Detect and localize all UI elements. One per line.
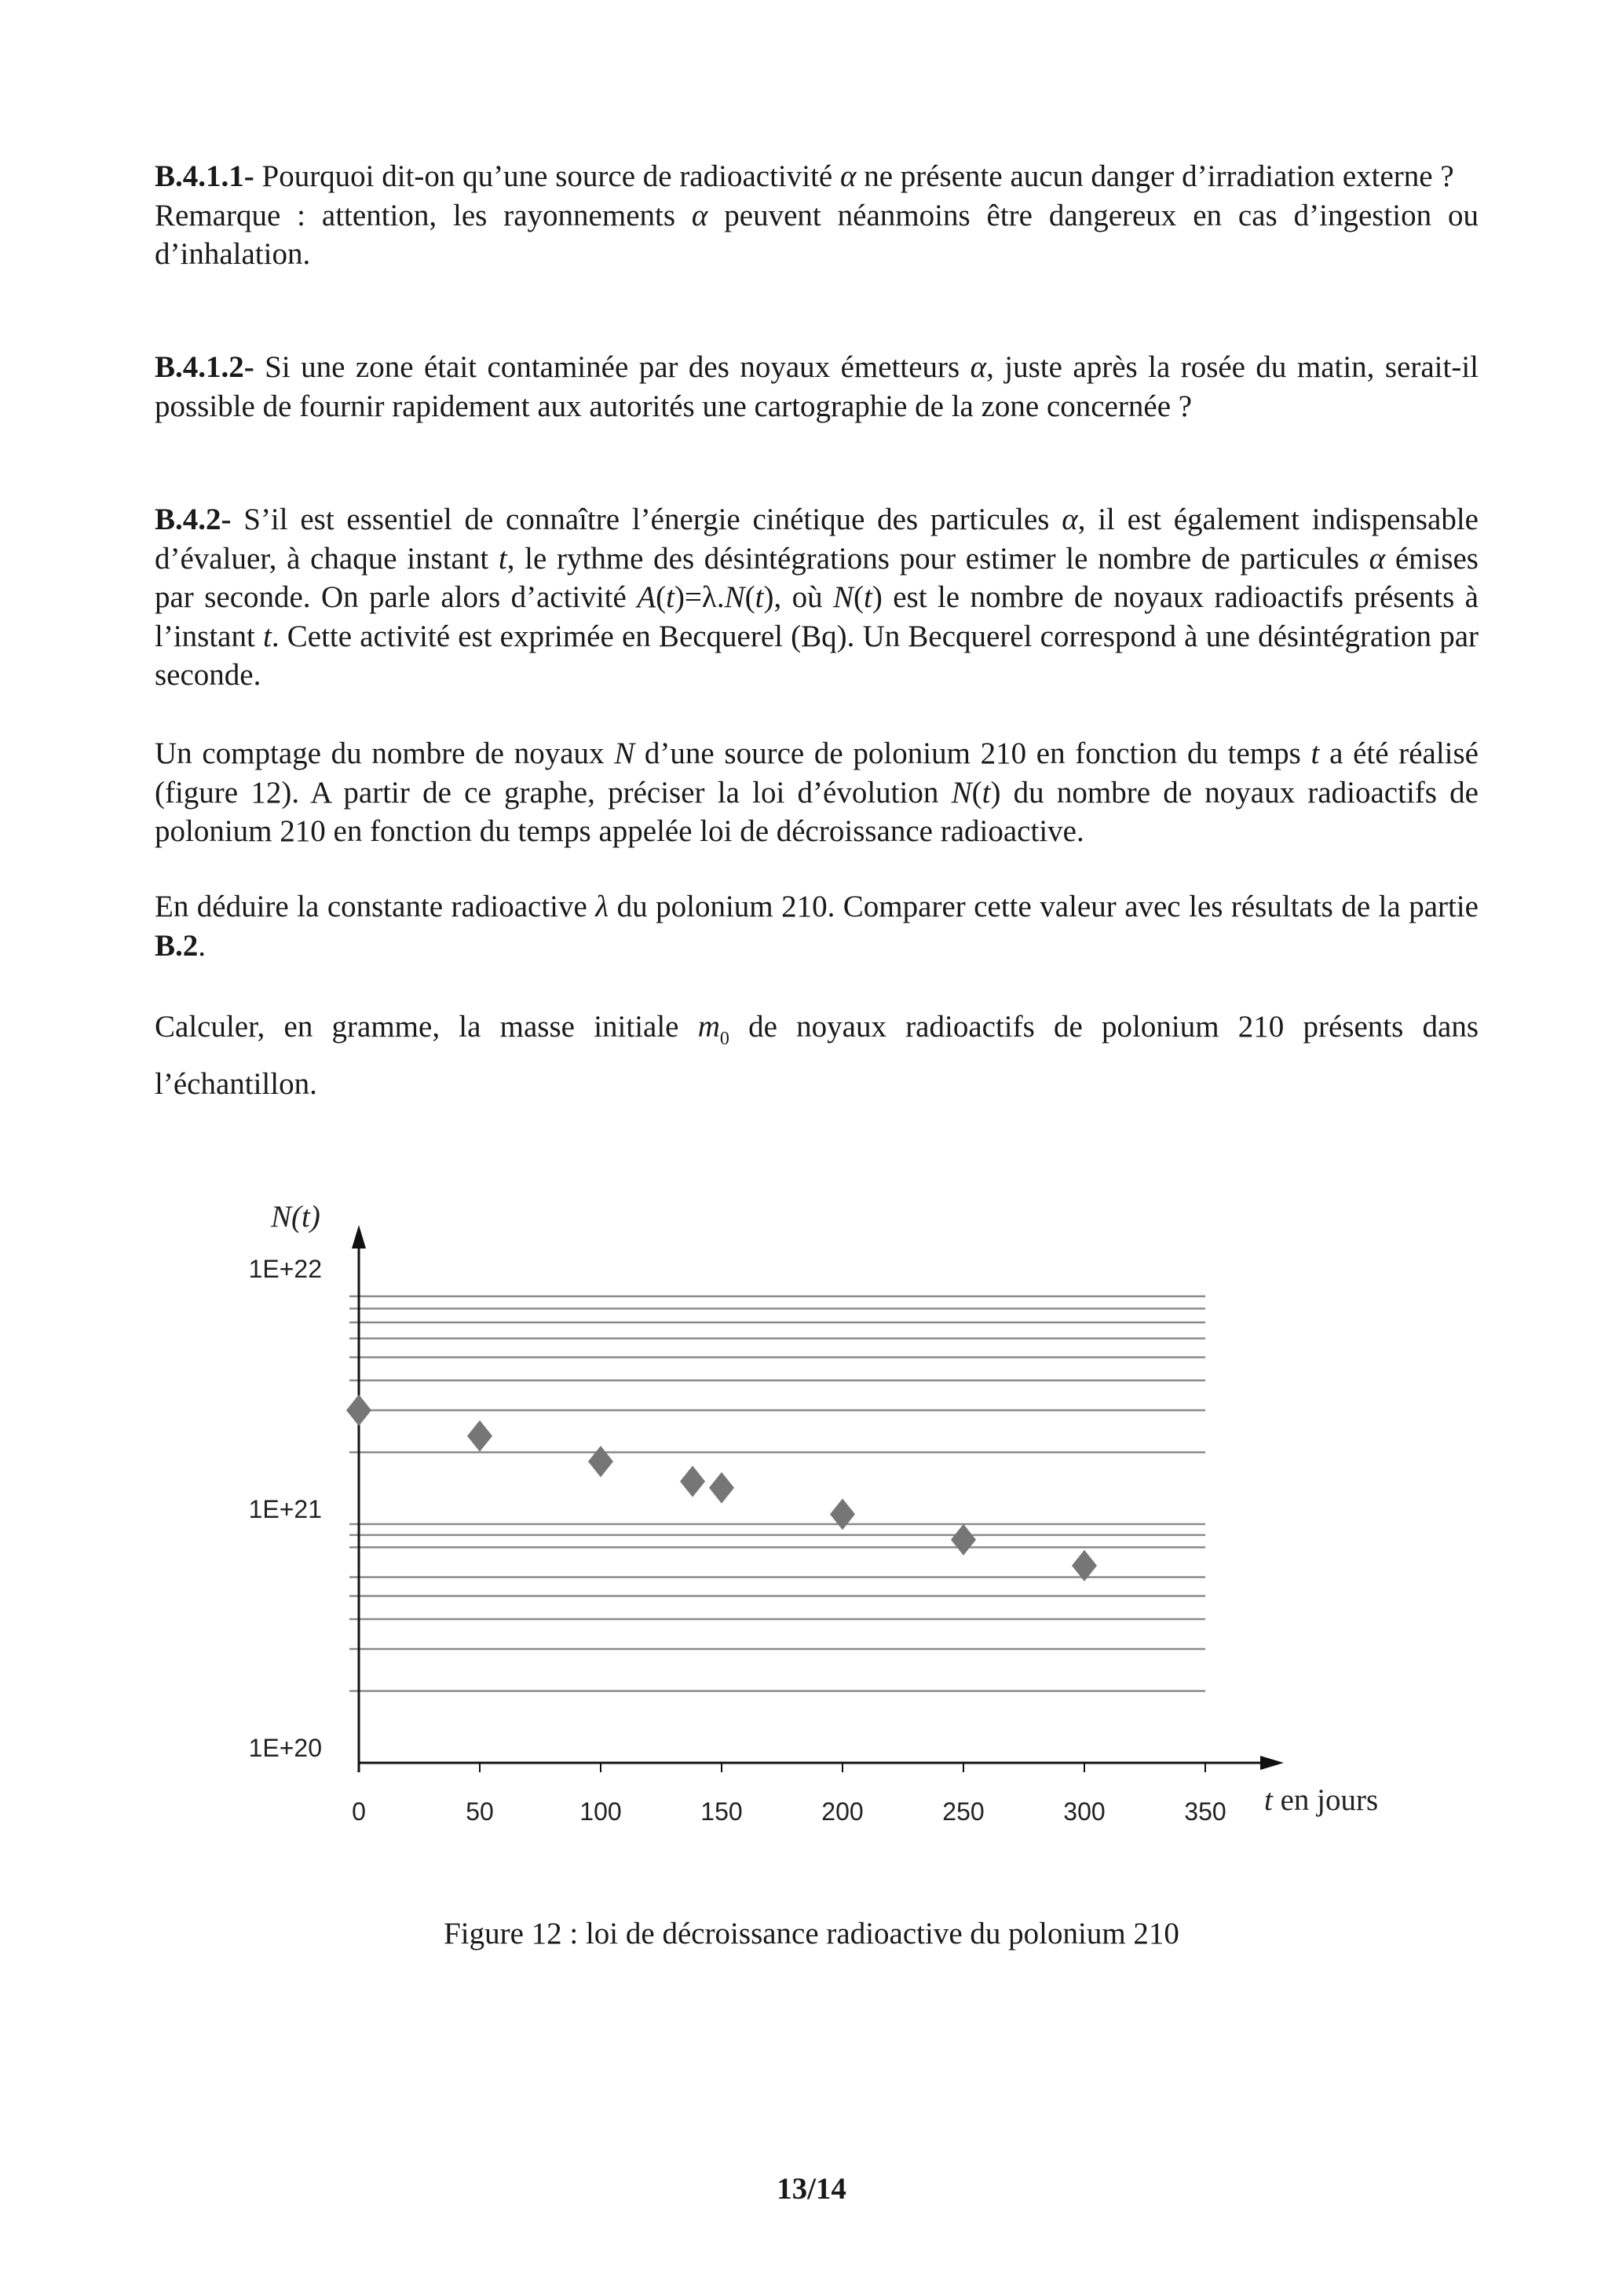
text-segment: Remarque : attention, les rayonnements bbox=[155, 198, 692, 232]
text-segment: N bbox=[724, 580, 745, 614]
text-segment: ) du nombre de noyaux radioactifs de polonium 210 en fonction du temps appelée loi de décroissance radioactive. bbox=[155, 775, 1479, 848]
text-segment: Un comptage du nombre de noyaux bbox=[155, 737, 615, 770]
text-segment: α bbox=[1062, 503, 1078, 536]
text-segment: ), où bbox=[763, 580, 833, 614]
x-tick-label: 250 bbox=[942, 1797, 985, 1826]
y-tick-label: 1E+20 bbox=[248, 1734, 322, 1762]
text-segment: S’il est essentiel de connaître l’énergie cinétique des particules bbox=[231, 503, 1062, 536]
text-segment: ( bbox=[656, 580, 667, 614]
data-point bbox=[830, 1498, 855, 1530]
text-segment: de noyaux radioactifs de polonium 210 présents dans l’échantillon. bbox=[155, 1010, 1479, 1101]
text-segment: t bbox=[864, 580, 872, 614]
data-point bbox=[346, 1395, 371, 1426]
text-segment: )=λ. bbox=[674, 580, 725, 614]
text-segment: a été réalisé (figure 12). A partir de ce graphe, préciser la loi d’évolution bbox=[155, 737, 1479, 810]
data-point bbox=[588, 1446, 613, 1477]
text-segment: α bbox=[970, 350, 987, 384]
text-segment: . bbox=[198, 928, 207, 963]
text-segment: d’une source de polonium 210 en fonction du temps bbox=[634, 737, 1311, 770]
text-segment: N bbox=[833, 580, 854, 614]
text-segment: N bbox=[951, 775, 972, 810]
x-tick-label: 300 bbox=[1063, 1797, 1106, 1826]
data-point bbox=[467, 1420, 492, 1452]
x-axis-arrow-icon bbox=[1260, 1756, 1284, 1770]
text-segment: ne présente aucun danger d’irradiation externe ? bbox=[856, 159, 1454, 193]
text-segment: t bbox=[263, 619, 272, 653]
text-segment: ( bbox=[971, 775, 982, 810]
figure-caption: Figure 12 : loi de décroissance radioactive du polonium 210 bbox=[444, 1917, 1179, 1951]
text-segment: A bbox=[637, 580, 656, 614]
text-segment: . Cette activité est exprimée en Becquerel (Bq). Un Becquerel correspond à une désintégration par seconde. bbox=[155, 619, 1479, 692]
x-tick-label: 0 bbox=[352, 1797, 366, 1826]
y-axis-arrow-icon bbox=[352, 1225, 366, 1249]
text-segment: B.4.2- bbox=[155, 503, 232, 536]
text-segment: t bbox=[666, 580, 674, 614]
x-tick-label: 50 bbox=[466, 1797, 494, 1826]
data-point bbox=[709, 1472, 734, 1504]
text-segment: émises par seconde. On parle alors d’activité bbox=[155, 541, 1479, 614]
text-segment: α bbox=[1369, 541, 1386, 576]
text-segment: , le rythme des désintégrations pour estimer le nombre de particules bbox=[506, 541, 1369, 576]
y-axis-label: N(t) bbox=[271, 1200, 320, 1234]
data-point bbox=[951, 1524, 976, 1556]
y-tick-label: 1E+21 bbox=[248, 1495, 322, 1523]
text-segment: , juste après la rosée du matin, serait-il possible de fournir rapidement aux autorités une cartographie de la zone concernée ? bbox=[155, 350, 1479, 423]
text-segment: t bbox=[981, 775, 991, 810]
text-segment: B.4.1.2- bbox=[155, 350, 254, 384]
page-number: 13/14 bbox=[777, 2172, 846, 2206]
text-segment: α bbox=[839, 159, 857, 193]
text-segment: m bbox=[697, 1010, 720, 1044]
x-axis-label-unit: en jours bbox=[1272, 1783, 1379, 1817]
text-segment: N bbox=[614, 737, 635, 770]
text-segment: peuvent néanmoins être dangereux en cas d’ingestion ou d’inhalation. bbox=[155, 198, 1479, 271]
text-segment: λ bbox=[595, 890, 609, 923]
text-segment: , il est également indispensable d’évaluer, à chaque instant bbox=[155, 503, 1479, 576]
text-segment: t bbox=[498, 541, 507, 576]
x-axis-label-var: t bbox=[1264, 1783, 1273, 1817]
text-segment: t bbox=[755, 580, 764, 614]
text-segment: du polonium 210. Comparer cette valeur avec les résultats de la partie bbox=[609, 890, 1479, 923]
text-segment: B.2 bbox=[155, 928, 199, 963]
y-tick-label: 1E+22 bbox=[248, 1255, 322, 1283]
text-segment: ) est le nombre de noyaux radioactifs présents à l’instant bbox=[155, 580, 1479, 653]
text-segment: α bbox=[691, 198, 708, 232]
text-segment: En déduire la constante radioactive bbox=[155, 890, 596, 923]
x-tick-label: 150 bbox=[700, 1797, 743, 1826]
text-segment: ( bbox=[744, 580, 755, 614]
data-point bbox=[680, 1466, 705, 1497]
x-tick-label: 350 bbox=[1184, 1797, 1226, 1826]
text-segment: B.4.1.1- bbox=[155, 159, 254, 193]
text-segment: Pourquoi dit-on qu’une source de radioactivité bbox=[254, 159, 840, 193]
text-segment: Si une zone était contaminée par des noyaux émetteurs bbox=[254, 350, 971, 384]
text-segment: 0 bbox=[719, 1029, 729, 1049]
text-segment: Calculer, en gramme, la masse initiale bbox=[155, 1010, 698, 1044]
x-axis-label bbox=[1264, 1783, 1378, 1817]
x-tick-label: 100 bbox=[579, 1797, 622, 1826]
text-segment: ( bbox=[854, 580, 865, 614]
text-segment: t bbox=[1310, 737, 1320, 770]
x-tick-label: 200 bbox=[821, 1797, 864, 1826]
